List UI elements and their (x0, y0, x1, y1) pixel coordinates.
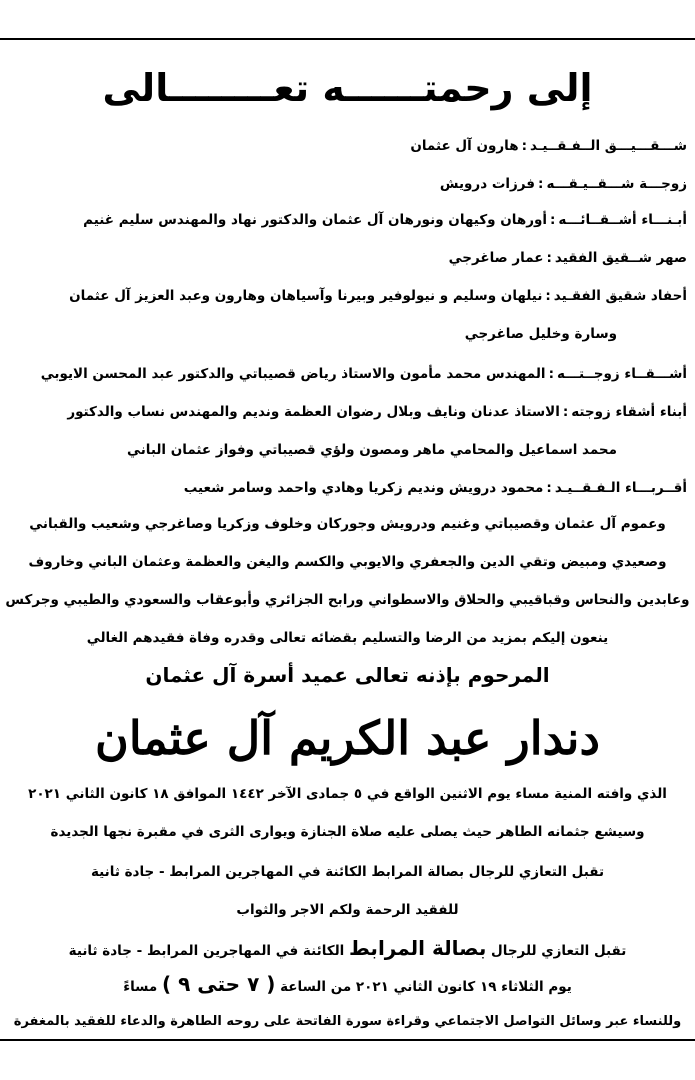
relative-key: شـــقـــيـــق الــفـقــيـد (529, 138, 687, 154)
schedule-prefix: يوم الثلاثاء ١٩ كانون الثاني ٢٠٢١ من الساعة (280, 979, 572, 995)
relative-key: أشـــقــاء زوجــتـــه (556, 366, 687, 382)
condolence-prefix: تقبل التعازي للرجال (491, 943, 627, 959)
bottom-divider (0, 1039, 695, 1041)
condolence-venue-line (0, 938, 695, 961)
relative-key: صهر شــقيق الفقيد (554, 250, 687, 266)
relative-value: نيلهان وسليم و نيولوفير وبيرنا وآسياهان وهارون وعبد العزيز آل عثمان (69, 288, 543, 304)
families-line: وصعيدي ومبيض وتقي الدين والجعفري والايوبي والكسم واليغن والعظمة وعثمان الباني وخاروف (28, 554, 667, 570)
relative-row: زوجـــة شـــقــيـقـــه:فرزات درويش (439, 176, 687, 192)
schedule-hours: ( ٧ حتى ٩ ) (161, 972, 276, 996)
relative-value: محمود درويش ونديم زكريا وهادي واحمد وسامر شعيب (183, 480, 544, 496)
relative-key: زوجـــة شـــقــيـقـــه (546, 176, 687, 192)
announcement-line: ينعون إليكم بمزيد من الرضا والتسليم بقضائه تعالى وقدره وفاة فقيدهم الغالي (86, 630, 609, 646)
condolence-line: تقبل التعازي للرجال بصالة المرابط الكائنة في المهاجرين المرابط - جادة ثانية (90, 864, 605, 880)
relative-row: أقــربـــاء الـفـقــيـد:محمود درويش ونديم زكريا وهادي واحمد وسامر شعيب (183, 480, 687, 496)
condolence-suffix: الكائنة في المهاجرين المرابط - جادة ثانية (68, 943, 345, 959)
schedule-suffix: مساءً (123, 979, 158, 995)
families-line: وعابدين والنحاس وقباقيبي والحلاق والاسطواني ورابح الجزائري وأبوعقاب والسعودي والطيبي وجركس (5, 592, 690, 608)
relative-key: أبناء أشقاء زوجته (571, 404, 687, 420)
top-divider (0, 38, 695, 40)
condolence-hall: بصالة المرابط (349, 936, 487, 960)
relative-row: صهر شــقيق الفقيد:عمار صاغرجي (448, 250, 687, 266)
relative-value: أورهان وكيهان ونورهان آل عثمان والدكتور نهاد والمهندس سليم غنيم (83, 212, 547, 228)
deceased-name: دندار عبد الكريم آل عثمان (95, 711, 600, 765)
relative-value: فرزات درويش (439, 176, 536, 192)
relative-key: أحفاد شقيق الفقـيد (553, 288, 687, 304)
relative-row: أبـنـــاء أشــقــائـــه:أورهان وكيهان ونورهان آل عثمان والدكتور نهاد والمهندس سليم غنيم (83, 212, 687, 228)
relative-continuation: محمد اسماعيل والمحامي ماهر ومصون ولؤي قصيباتي وفواز عثمان الباني (127, 442, 617, 458)
deceased-intro: المرحوم بإذنه تعالى عميد أسرة آل عثمان (145, 663, 550, 687)
women-note: وللنساء عبر وسائل التواصل الاجتماعي وقراءة سورة الفاتحة على روحه الطاهرة والدعاء للفقيد بالمغفرة (13, 1014, 682, 1029)
relative-value: الاستاذ عدنان ونايف وبلال رضوان العظمة ونديم والمهندس نساب والدكتور (67, 404, 560, 420)
funeral-line: وسيشع جثمانه الطاهر حيث يصلى عليه صلاة الجنازة ويوارى الثرى في مقبرة نجها الجديدة (50, 824, 645, 840)
relative-key: أبـنـــاء أشــقــائـــه (558, 212, 687, 228)
relative-row: أحفاد شقيق الفقـيد:نيلهان وسليم و نيولوفير وبيرنا وآسياهان وهارون وعبد العزيز آل عثمان (69, 288, 687, 304)
schedule-line (0, 974, 695, 997)
relative-value: المهندس محمد مأمون والاستاذ رياض قصيباتي والدكتور عبد المحسن الايوبي (40, 366, 546, 382)
relative-key: أقــربـــاء الـفـقــيـد (554, 480, 687, 496)
relative-value: هارون آل عثمان (410, 138, 519, 154)
relative-continuation: وسارة وخليل صاغرجي (464, 326, 617, 342)
obituary-title: إلى رحمتــــــه تعــــــــالى (102, 66, 593, 110)
relative-row: شـــقـــيـــق الــفـقــيـد:هارون آل عثمان (410, 138, 687, 154)
relative-row: أشـــقــاء زوجــتـــه:المهندس محمد مأمون والاستاذ رياض قصيباتي والدكتور عبد المحسن الايوبي (40, 366, 687, 382)
families-line: وعموم آل عثمان وقصيباتي وغنيم ودرويش وجوركان وخلوف وزكريا وصاغرجي وشعيب والقباني (29, 516, 666, 532)
relative-row: أبناء أشقاء زوجته:الاستاذ عدنان ونايف وبلال رضوان العظمة ونديم والمهندس نساب والدكتور (67, 404, 687, 420)
relative-value: عمار صاغرجي (448, 250, 544, 266)
prayer-line: للفقيد الرحمة ولكم الاجر والثواب (236, 902, 459, 918)
death-date-line: الذي وافته المنية مساء يوم الاثنين الواقع في ٥ جمادى الآخر ١٤٤٢ الموافق ١٨ كانون الثاني ٢٠٢١ (28, 786, 667, 802)
